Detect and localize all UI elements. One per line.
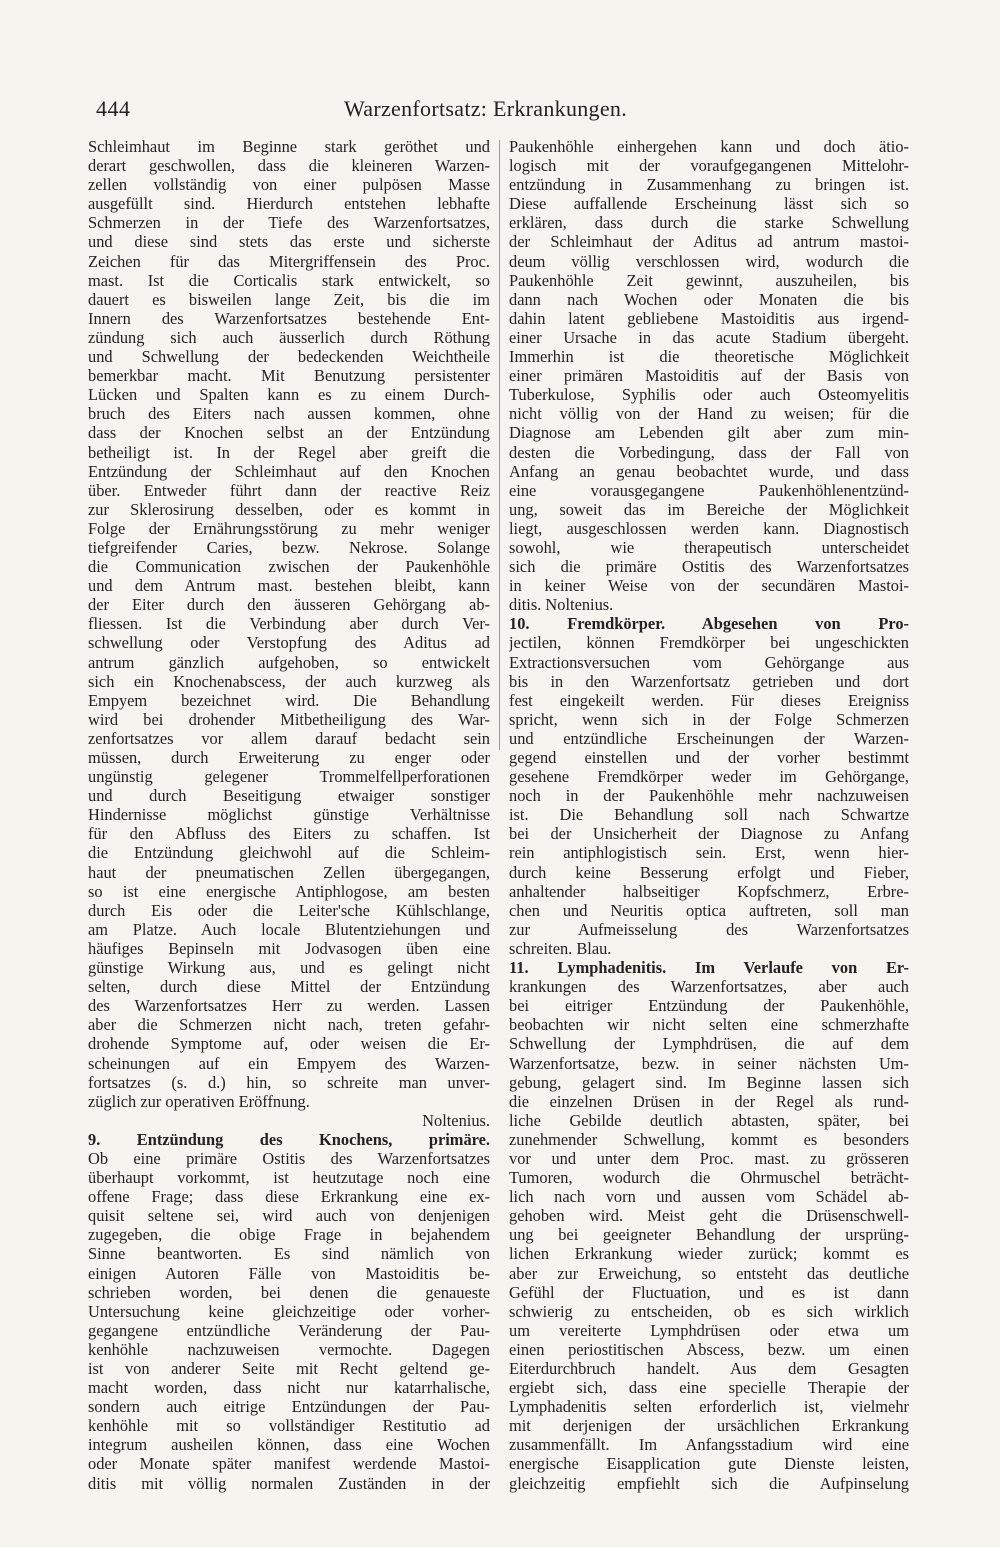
text-line: Folge der Ernährungsstörung zu mehr weniger (88, 518, 490, 538)
text-line: Extractionsversuchen vom Gehörgange aus (509, 652, 909, 672)
text-line: 10. Fremdkörper. Abgesehen von Pro- (509, 614, 909, 634)
text-line: züglich zur operativen Eröffnung. (88, 1091, 310, 1111)
text-line: Ob eine primäre Ostitis des Warzenfortsatzes (88, 1148, 490, 1168)
text-line: deum völlig verschlossen wird, wodurch die (509, 251, 909, 271)
text-line: gegangene entzündliche Veränderung der Pau- (88, 1320, 490, 1340)
text-line: quisit seltene sei, wird auch von denjenigen (88, 1206, 490, 1226)
text-line: dann nach Wochen oder Monaten die bis (509, 289, 909, 309)
text-line: ditis mit völlig normalen Zuständen in der (88, 1473, 490, 1493)
text-line: die Entzündung gleichwohl auf die Schleim- (88, 843, 490, 863)
text-line: antrum gänzlich aufgehoben, so entwickelt (88, 652, 490, 672)
text-line: und entzündliche Erscheinungen der Warzen- (509, 728, 909, 748)
text-line: entzündung in Zusammenhang zu bringen ist. (509, 175, 909, 195)
text-line: ist von anderer Seite mit Recht geltend ge- (88, 1359, 490, 1378)
text-line: kenhöhle nachzuweisen vermochte. Dagegen (88, 1339, 490, 1359)
text-line: gebung, gelagert sind. Im Beginne lassen sich (509, 1072, 909, 1092)
text-line: fortsatzes (s. d.) hin, so schreite man unver- (88, 1072, 490, 1092)
text-line: schrieben worden, bei denen die genaueste (88, 1282, 490, 1302)
text-line: Anfang an genau beobachtet wurde, und dass (509, 461, 909, 481)
text-line: Entzündung der Schleimhaut auf den Knochen (88, 461, 490, 481)
text-line: ungünstig gelegener Trommelfellperforationen (88, 767, 490, 787)
text-line: schwellung oder Verstopfung des Aditus ad (88, 633, 490, 653)
text-line: müssen, durch Erweiterung zu enger oder (88, 748, 490, 767)
text-line: lichen Erkrankung wieder zurück; kommt es (509, 1244, 909, 1264)
text-line: dauert es bisweilen lange Zeit, bis die im (88, 289, 490, 309)
text-line: zellen vollständig von einer pulpösen Masse (88, 175, 490, 195)
text-line: durch Eis oder die Leiter'sche Kühlschlange, (88, 900, 490, 920)
text-line: gehoben wird. Meist geht die Drüsenschwell- (509, 1206, 909, 1226)
text-line: zenfortsatzes vor allem darauf bedacht sein (88, 728, 490, 748)
text-line: ditis. Noltenius. (509, 595, 614, 615)
text-line: Schwellung der Lymphdrüsen, die auf dem (509, 1034, 909, 1054)
text-line: chen und Neuritis optica auftreten, soll man (509, 900, 909, 920)
text-line: einen periostitischen Abscess, bezw. um einen (509, 1339, 909, 1359)
text-line: energische Eisapplication gute Dienste leisten, (509, 1454, 909, 1474)
text-line: durch keine Besserung erfolgt und Fieber, (509, 862, 909, 882)
text-line: einer Ursache in das acute Stadium übergeht. (509, 327, 909, 347)
text-line: so ist eine energische Antiphlogose, am besten (88, 881, 490, 901)
text-line: Paukenhöhle einhergehen kann und doch ätio- (509, 137, 909, 156)
text-line: Diagnose am Lebenden gilt aber zum min- (509, 423, 909, 443)
text-line: jectilen, können Fremdkörper bei ungeschickten (509, 633, 909, 653)
text-line: Eiterdurchbruch handelt. Aus dem Gesagten (509, 1359, 909, 1378)
text-line: dass der Knochen selbst an der Entzündung (88, 423, 490, 443)
text-line: zur Sklerosirung desselben, oder es kommt in (88, 499, 490, 519)
text-line: Paukenhöhle Zeit gewinnt, auszuheilen, bis (509, 270, 909, 290)
text-line: 9. Entzündung des Knochens, primäre. (88, 1129, 490, 1149)
text-line: integrum ausheilen können, dass eine Wochen (88, 1435, 490, 1455)
text-line: liche Gebilde deutlich abtasten, später, bei (509, 1110, 909, 1130)
text-line: derart geschwollen, dass die kleineren Warzen- (88, 156, 490, 176)
text-line: bei der Unsicherheit der Diagnose zu Anfang (509, 824, 909, 844)
text-line: und Schwellung der bedeckenden Weichtheile (88, 347, 490, 367)
page-header (96, 96, 906, 124)
text-line: einigen Autoren Fälle von Mastoiditis be- (88, 1263, 490, 1283)
text-line: Diese auffallende Erscheinung lässt sich so (509, 194, 909, 214)
text-line: drohende Symptome auf, oder weisen die Er- (88, 1034, 490, 1054)
text-line: Innern des Warzenfortsatzes bestehende Ent- (88, 308, 490, 328)
text-line: Sinne beantworten. Es sind nämlich von (88, 1244, 490, 1264)
text-line: um vereiterte Lymphdrüsen oder etwa um (509, 1320, 909, 1340)
text-line: 11. Lymphadenitis. Im Verlaufe von Er- (509, 958, 909, 978)
text-line: zusammenfällt. Im Anfangsstadium wird eine (509, 1435, 909, 1455)
text-line: Schmerzen in der Tiefe des Warzenfortsatzes, (88, 213, 490, 233)
text-line: Tuberkulose, Syphilis oder auch Osteomyelitis (509, 385, 909, 405)
text-line: noch in der Paukenhöhle mehr nachzuweisen (509, 786, 909, 806)
text-line: zur Aufmeisselung des Warzenfortsatzes (509, 919, 909, 939)
text-line: zunehmender Schwellung, kommt es besonders (509, 1129, 909, 1149)
text-line: bis in den Warzenfortsatz getrieben und dort (509, 671, 909, 691)
text-line: vor und unter dem Proc. mast. zu grösseren (509, 1148, 909, 1168)
text-line: spricht, wenn sich in der Folge Schmerzen (509, 709, 909, 729)
text-line: mast. Ist die Corticalis stark entwickelt, so (88, 270, 490, 290)
text-line: eine vorausgegangene Paukenhöhlenentzünd- (509, 480, 909, 500)
text-line: der Schleimhaut der Aditus ad antrum mastoi- (509, 232, 909, 252)
text-line: und diese sind stets das erste und sicherste (88, 232, 490, 252)
text-line: und dem Antrum mast. bestehen bleibt, kann (88, 576, 490, 596)
text-line: Noltenius. (422, 1110, 490, 1130)
text-line: logisch mit der voraufgegangenen Mittelohr- (509, 156, 909, 176)
text-line: ausgefüllt sind. Hierdurch entstehen lebhafte (88, 194, 490, 214)
running-title: Warzenfortsatz: Erkrankungen. (344, 96, 628, 121)
text-line: mit derjenigen der ursächlichen Erkrankung (509, 1416, 909, 1436)
text-line: schreiten. Blau. (509, 938, 612, 958)
text-line: zündung sich auch äusserlich durch Röthung (88, 327, 490, 347)
text-line: Warzenfortsatze, bezw. in seiner nächsten Um- (509, 1053, 909, 1073)
text-line: tiefgreifender Caries, bezw. Nekrose. Solange (88, 537, 490, 557)
text-line: aber die Schmerzen nicht nach, treten gefahr- (88, 1015, 490, 1035)
text-line: sondern auch eitrige Entzündungen der Pau- (88, 1397, 490, 1417)
text-line: Untersuchung keine gleichzeitige oder vorher- (88, 1301, 490, 1321)
text-line: aber zur Erweichung, so entsteht das deutliche (509, 1263, 909, 1283)
text-line: Immerhin ist die theoretische Möglichkeit (509, 347, 909, 367)
text-line: gesehene Fremdkörper weder im Gehörgange, (509, 767, 909, 787)
text-line: kenhöhle mit so vollständiger Restitutio ad (88, 1416, 490, 1436)
text-line: oder Monate später manifest werdende Mastoi- (88, 1454, 490, 1474)
text-line: sich die primäre Ostitis des Warzenfortsatzes (509, 557, 909, 577)
text-line: Zeichen für das Mitergriffensein des Proc. (88, 251, 490, 271)
text-line: des Warzenfortsatzes Herr zu werden. Lassen (88, 996, 490, 1016)
text-line: ist. Die Behandlung soll nach Schwartze (509, 805, 909, 825)
text-line: fliessen. Ist die Verbindung aber durch Ver- (88, 614, 490, 634)
text-line: liegt, ausgeschlossen werden kann. Diagnostisch (509, 518, 909, 538)
text-line: beobachten wir nicht selten eine schmerzhafte (509, 1015, 909, 1035)
text-line: lich nach vorn und aussen vom Schädel ab- (509, 1187, 909, 1207)
text-line: wird bei drohender Mitbetheiligung des War- (88, 709, 490, 729)
text-line: häufiges Bepinseln mit Jodvasogen üben eine (88, 938, 490, 958)
text-line: nicht völlig von der Hand zu weisen; für die (509, 404, 909, 424)
text-line: krankungen des Warzenfortsatzes, aber auch (509, 977, 909, 997)
text-line: günstige Wirkung aus, und es gelingt nicht (88, 958, 490, 978)
text-line: macht worden, dass nicht nur katarrhalische, (88, 1378, 490, 1398)
text-line: Gefühl der Fluctuation, und es ist dann (509, 1282, 909, 1302)
text-line: die Communication zwischen der Paukenhöhle (88, 557, 490, 577)
right-column (509, 137, 909, 1493)
text-line: der Eiter durch den äusseren Gehörgang ab- (88, 595, 490, 615)
text-line: Lücken und Spalten kann es zu einem Durch- (88, 385, 490, 405)
text-line: offene Frage; dass diese Erkrankung eine ex- (88, 1187, 490, 1207)
text-line: die einzelnen Drüsen in der Regel als rund- (509, 1091, 909, 1111)
text-line: selten, durch diese Mittel der Entzündung (88, 977, 490, 997)
text-line: Schleimhaut im Beginne stark geröthet und (88, 137, 490, 156)
text-line: Hindernisse möglichst günstige Verhältnisse (88, 805, 490, 825)
text-line: fest eingekeilt werden. Für dieses Ereigniss (509, 690, 909, 710)
text-line: dahin latent gebliebene Mastoiditis aus irgend- (509, 308, 909, 328)
text-line: am Platze. Auch locale Blutentziehungen und (88, 919, 490, 939)
text-line: für den Abfluss des Eiters zu schaffen. Ist (88, 824, 490, 844)
text-line: erklären, dass durch die starke Schwellung (509, 213, 909, 233)
text-line: zugegeben, die obige Frage in bejahendem (88, 1225, 490, 1245)
text-line: haut der pneumatischen Zellen übergegangen, (88, 862, 490, 882)
text-line: ergiebt sich, dass eine specielle Therapie der (509, 1378, 909, 1398)
text-line: bruch des Eiters nach aussen kommen, ohne (88, 404, 490, 424)
text-line: ung, soweit das im Bereiche der Möglichkeit (509, 499, 909, 519)
text-line: und durch Beseitigung etwaiger sonstiger (88, 786, 490, 806)
text-line: Empyem bezeichnet wird. Die Behandlung (88, 690, 490, 710)
text-line: in keiner Weise von der secundären Mastoi- (509, 576, 909, 596)
left-column (88, 137, 490, 1493)
text-line: einer primären Mastoiditis auf der Basis von (509, 366, 909, 386)
text-line: bemerkbar macht. Mit Benutzung persistenter (88, 366, 490, 386)
text-line: Lymphadenitis selten erforderlich ist, vielmehr (509, 1397, 909, 1417)
text-line: ung bei geeigneter Behandlung der ursprüng- (509, 1225, 909, 1245)
text-line: betheiligt ist. In der Regel aber greift die (88, 442, 490, 462)
text-line: rein antiphlogistisch sein. Erst, wenn hier- (509, 843, 909, 863)
text-line: bei eitriger Entzündung der Paukenhöhle, (509, 996, 909, 1016)
text-line: schwierig zu entscheiden, ob es sich wirklich (509, 1301, 909, 1321)
text-line: Tumoren, wodurch die Ohrmuschel beträcht- (509, 1168, 909, 1188)
text-line: sowohl, wie therapeutisch unterscheidet (509, 537, 909, 557)
column-divider (499, 140, 500, 750)
text-line: desten die Vorbedingung, dass der Fall von (509, 442, 909, 462)
text-line: gegend einstellen und der vorher bestimmt (509, 748, 909, 767)
text-line: scheinungen auf ein Empyem des Warzen- (88, 1053, 490, 1073)
text-line: anhaltender halbseitiger Kopfschmerz, Erbre- (509, 881, 909, 901)
page-number: 444 (96, 96, 131, 121)
text-line: sich ein Knochenabscess, der auch kurzweg als (88, 671, 490, 691)
text-line: gleichzeitig empfiehlt sich die Aufpinselung (509, 1473, 909, 1493)
text-line: über. Entweder führt dann der reactive Reiz (88, 480, 490, 500)
text-line: überhaupt vorkommt, ist heutzutage noch eine (88, 1168, 490, 1188)
